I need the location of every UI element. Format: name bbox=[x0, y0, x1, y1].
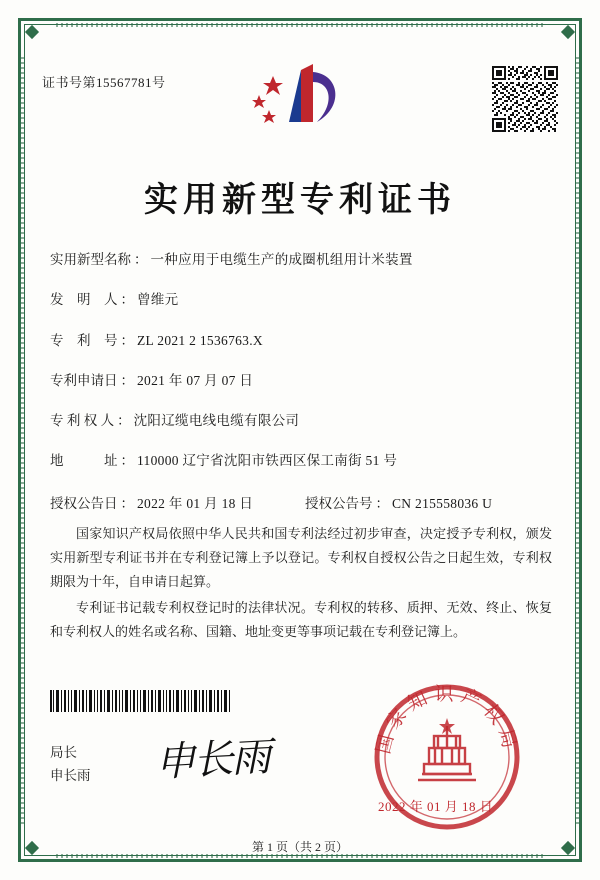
director-name-label: 申长雨 bbox=[50, 767, 91, 783]
svg-text:国家知识产权局: 国家知识产权局 bbox=[372, 683, 522, 757]
fields-list bbox=[50, 250, 550, 526]
field-colon: ： bbox=[120, 332, 134, 348]
field-value: 110000 辽宁省沈阳市铁西区保工南街 51 号 bbox=[137, 453, 398, 469]
cnipa-logo-icon bbox=[243, 62, 353, 142]
field-value: CN 215558036 U bbox=[392, 495, 493, 511]
field-row-patent-number bbox=[50, 331, 550, 351]
field-row-address bbox=[50, 451, 550, 471]
field-colon: ： bbox=[120, 495, 134, 511]
field-colon: ： bbox=[117, 413, 131, 428]
field-value: 2022 年 01 月 18 日 bbox=[137, 495, 254, 511]
field-colon: ： bbox=[120, 453, 134, 469]
field-colon: ： bbox=[375, 495, 389, 511]
grant-number-group bbox=[305, 492, 550, 512]
legal-text-block bbox=[50, 522, 552, 646]
field-value: 沈阳辽缆电线电缆有限公司 bbox=[133, 413, 300, 428]
legal-paragraph-2: 专利证书记载专利权登记时的法律状况。专利权的转移、质押、无效、终止、恢复和专利权人的姓名或名称、国籍、地址变更等事项记载在专利登记簿上。 bbox=[50, 600, 552, 640]
certificate-number: 证书号第15567781号 bbox=[42, 75, 166, 90]
field-label: 授权公告日 bbox=[50, 495, 118, 511]
field-label: 实用新型名称 bbox=[50, 252, 131, 267]
legal-paragraph-1: 国家知识产权局依照中华人民共和国专利法经过初步审查，决定授予专利权，颁发实用新型专利证书并在专利登记簿上予以登记。专利权自授权公告之日起生效，专利权期限为十年，自申请日起算。 bbox=[50, 526, 552, 590]
page-title: 实用新型专利证书 bbox=[144, 180, 456, 220]
grant-date-group bbox=[50, 492, 305, 512]
field-label: 地 址 bbox=[50, 453, 118, 469]
page-footer: 第 1 页（共 2 页） bbox=[251, 840, 348, 854]
field-value: 曾维元 bbox=[137, 292, 179, 308]
field-label: 发 明 人 bbox=[50, 292, 118, 308]
seal-date: 2022 年 01 月 18 日 bbox=[378, 799, 494, 814]
qr-code bbox=[492, 66, 558, 132]
barcode bbox=[50, 690, 230, 712]
field-row-application-date bbox=[50, 371, 550, 391]
field-label: 专利申请日 bbox=[50, 372, 118, 388]
field-label: 专 利 权 人 bbox=[50, 413, 115, 428]
director-role-label: 局长 bbox=[50, 745, 77, 760]
field-label: 专 利 号 bbox=[50, 332, 118, 348]
field-colon: ： bbox=[134, 252, 148, 267]
field-row-invention-name bbox=[50, 250, 550, 270]
field-colon: ： bbox=[120, 372, 134, 388]
field-value: 一种应用于电缆生产的成圈机组用计米装置 bbox=[150, 252, 413, 267]
field-row-grant-announcement bbox=[50, 492, 550, 512]
field-row-inventor bbox=[50, 290, 550, 310]
handwritten-signature: 申长雨 bbox=[154, 734, 271, 786]
signature-labels bbox=[50, 742, 91, 788]
field-colon: ： bbox=[120, 292, 134, 308]
field-row-patentee bbox=[50, 411, 550, 431]
field-value: ZL 2021 2 1536763.X bbox=[137, 332, 263, 348]
field-label: 授权公告号 bbox=[305, 495, 373, 511]
border-stripe-top bbox=[56, 23, 544, 27]
field-value: 2021 年 07 月 07 日 bbox=[137, 372, 254, 388]
